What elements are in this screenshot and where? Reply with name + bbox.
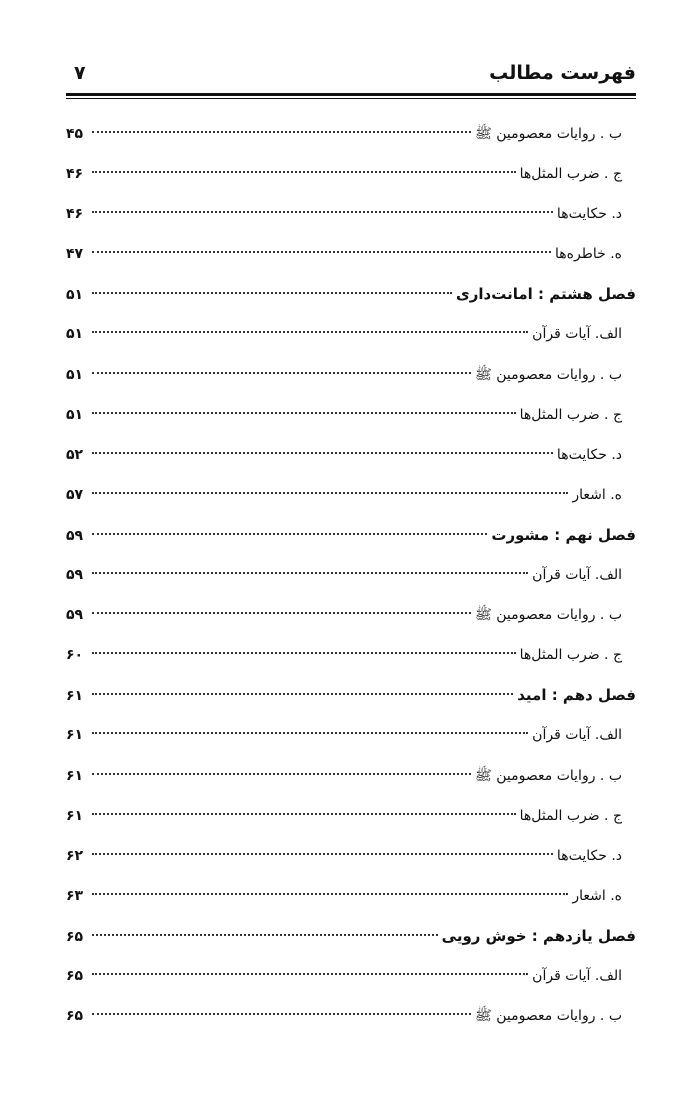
- dot-leader: [92, 893, 568, 895]
- toc-chapter-row[interactable]: [66, 916, 636, 956]
- toc-chapter-row[interactable]: [66, 274, 636, 314]
- entry-title: د. حکایت‌ها: [556, 847, 622, 864]
- toc-entry-row[interactable]: [66, 395, 636, 435]
- entry-page-number: ۴۶: [66, 166, 84, 183]
- entry-page-number: ۵۱: [66, 406, 84, 423]
- toc-entry-row[interactable]: [66, 756, 636, 796]
- entry-title: ج . ضرب المثل‌ها: [519, 807, 622, 824]
- chapter-title: فصل نهم : مشورت: [491, 525, 636, 544]
- entry-page-number: ۶۵: [66, 967, 84, 984]
- entry-page-number: ۵۹: [66, 607, 84, 624]
- entry-title: ج . ضرب المثل‌ها: [519, 166, 622, 183]
- entry-page-number: ۶۱: [66, 807, 84, 824]
- entry-title: الف. آیات قرآن: [532, 967, 622, 984]
- entry-page-number: ۴۷: [66, 246, 84, 263]
- dot-leader: [92, 372, 471, 374]
- entry-title: ه. اشعار: [572, 887, 622, 904]
- entry-title: ه. اشعار: [572, 486, 622, 503]
- toc-entry-row[interactable]: [66, 314, 636, 354]
- dot-leader: [92, 652, 516, 654]
- page-number: ۷: [74, 62, 86, 84]
- toc-entry-row[interactable]: [66, 355, 636, 395]
- entry-title: ج . ضرب المثل‌ها: [519, 406, 622, 423]
- toc-entry-row[interactable]: [66, 114, 636, 154]
- table-of-contents: [66, 114, 636, 1036]
- entry-title: الف. آیات قرآن: [532, 567, 622, 584]
- entry-page-number: ۵۷: [66, 486, 84, 503]
- page-header: [66, 60, 636, 92]
- entry-title: د. حکایت‌ها: [556, 446, 622, 463]
- toc-entry-row[interactable]: [66, 876, 636, 916]
- entry-page-number: ۶۱: [66, 727, 84, 744]
- toc-chapter-row[interactable]: [66, 675, 636, 715]
- dot-leader: [92, 1013, 471, 1015]
- header-rule-thin: [66, 98, 636, 99]
- dot-leader: [92, 251, 551, 253]
- toc-entry-row[interactable]: [66, 435, 636, 475]
- toc-entry-row[interactable]: [66, 595, 636, 635]
- dot-leader: [92, 853, 553, 855]
- entry-title: الف. آیات قرآن: [532, 727, 622, 744]
- toc-entry-row[interactable]: [66, 956, 636, 996]
- entry-page-number: ۶۲: [66, 847, 84, 864]
- dot-leader: [92, 533, 487, 535]
- dot-leader: [92, 292, 452, 294]
- toc-entry-row[interactable]: [66, 555, 636, 595]
- entry-page-number: ۶۵: [66, 928, 84, 945]
- toc-entry-row[interactable]: [66, 796, 636, 836]
- dot-leader: [92, 331, 528, 333]
- dot-leader: [92, 131, 471, 133]
- entry-page-number: ۵۱: [66, 366, 84, 383]
- chapter-title: فصل دهم : امید: [517, 686, 636, 705]
- toc-entry-row[interactable]: [66, 475, 636, 515]
- dot-leader: [92, 934, 438, 936]
- toc-entry-row[interactable]: [66, 635, 636, 675]
- entry-title: د. حکایت‌ها: [556, 206, 622, 223]
- dot-leader: [92, 973, 528, 975]
- dot-leader: [92, 813, 516, 815]
- entry-title: ب . روایات معصومین ﷺ: [474, 366, 622, 383]
- dot-leader: [92, 211, 553, 213]
- entry-page-number: ۵۲: [66, 446, 84, 463]
- entry-page-number: ۶۱: [66, 767, 84, 784]
- entry-title: الف. آیات قرآن: [532, 326, 622, 343]
- entry-title: ج . ضرب المثل‌ها: [519, 647, 622, 664]
- toc-entry-row[interactable]: [66, 234, 636, 274]
- dot-leader: [92, 492, 568, 494]
- dot-leader: [92, 612, 471, 614]
- entry-title: ب . روایات معصومین ﷺ: [474, 1008, 622, 1025]
- dot-leader: [92, 693, 513, 695]
- dot-leader: [92, 171, 516, 173]
- entry-page-number: ۵۹: [66, 527, 84, 544]
- dot-leader: [92, 452, 553, 454]
- page-title: فهرست مطالب: [489, 62, 636, 84]
- entry-page-number: ۴۶: [66, 206, 84, 223]
- header-rule-thick: [66, 93, 636, 96]
- entry-title: ب . روایات معصومین ﷺ: [474, 607, 622, 624]
- entry-page-number: ۶۳: [66, 887, 84, 904]
- chapter-title: فصل یازدهم : خوش رویی: [441, 926, 636, 945]
- chapter-title: فصل هشتم : امانت‌داری: [456, 285, 636, 304]
- dot-leader: [92, 572, 528, 574]
- entry-page-number: ۴۵: [66, 126, 84, 142]
- toc-entry-row[interactable]: [66, 715, 636, 755]
- toc-page: [66, 60, 636, 1036]
- entry-title: ب . روایات معصومین ﷺ: [474, 767, 622, 784]
- toc-entry-row[interactable]: [66, 996, 636, 1036]
- toc-entry-row[interactable]: [66, 194, 636, 234]
- entry-title: ب . روایات معصومین ﷺ: [474, 126, 622, 142]
- entry-page-number: ۶۵: [66, 1008, 84, 1025]
- entry-page-number: ۵۹: [66, 567, 84, 584]
- toc-entry-row[interactable]: [66, 154, 636, 194]
- entry-page-number: ۵۱: [66, 287, 84, 304]
- dot-leader: [92, 412, 516, 414]
- entry-page-number: ۶۰: [66, 647, 84, 664]
- toc-chapter-row[interactable]: [66, 515, 636, 555]
- dot-leader: [92, 732, 528, 734]
- entry-title: ه. خاطره‌ها: [554, 246, 622, 263]
- entry-page-number: ۵۱: [66, 326, 84, 343]
- toc-entry-row[interactable]: [66, 836, 636, 876]
- dot-leader: [92, 773, 471, 775]
- entry-page-number: ۶۱: [66, 688, 84, 705]
